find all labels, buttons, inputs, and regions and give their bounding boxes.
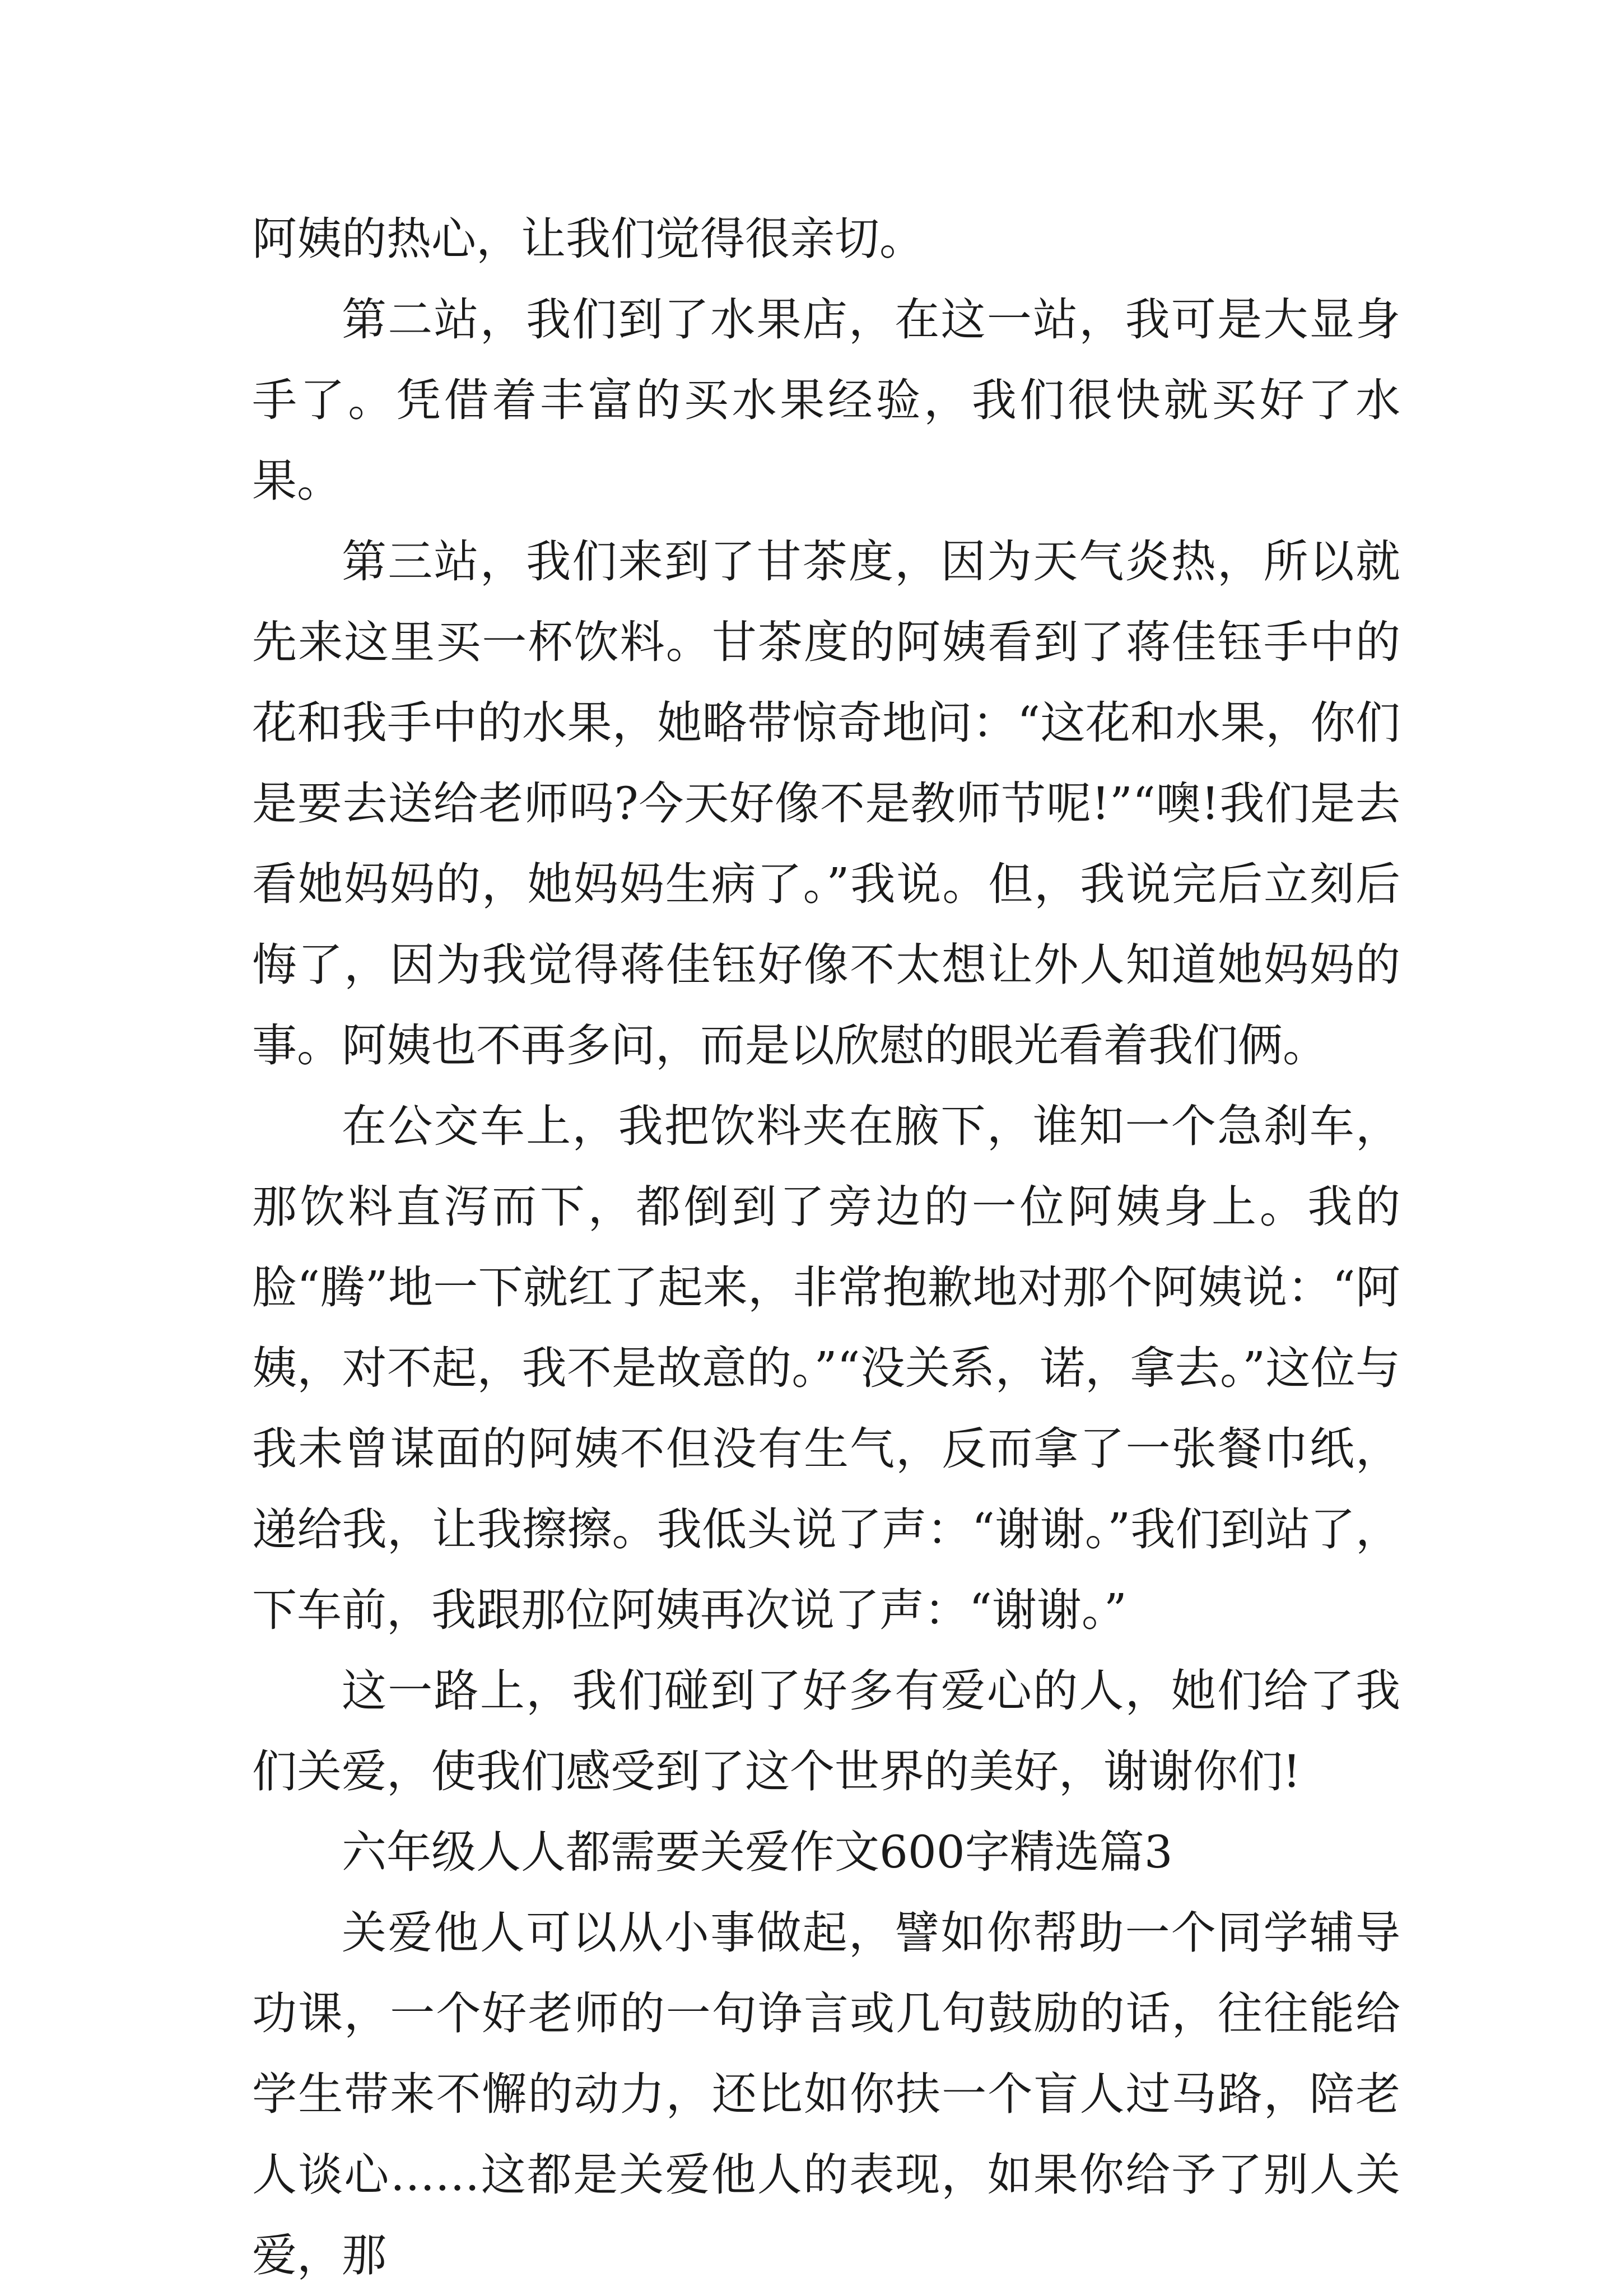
- essay-heading: 六年级人人都需要关爱作文600字精选篇3: [342, 1826, 1173, 1878]
- body-text: [252, 199, 1400, 2296]
- paragraph-essay3-opening: 关爱他人可以从小事做起，譬如你帮助一个同学辅导功课，一个好老师的一句诤言或几句鼓励的话，往往能给学生带来不懈的动力，还比如你扶一个盲人过马路，陪老人谈心……这都是关爱他人的表现，如果你给予了别人关爱，那: [252, 1907, 1400, 2281]
- paragraph-continuation: 阿姨的热心，让我们觉得很亲切。: [252, 213, 924, 265]
- paragraph-third-stop: 第三站，我们来到了甘茶度，因为天气炎热，所以就先来这里买一杯饮料。甘茶度的阿姨看到了蒋佳钰手中的花和我手中的水果，她略带惊奇地问：“这花和水果，你们是要去送给老师吗?今天好像不是教师节呢!”“噢!我们是去看她妈妈的，她妈妈生病了。”我说。但，我说完后立刻后悔了，因为我觉得蒋佳钰好像不太想让外人知道她妈妈的事。阿姨也不再多问，而是以欣慰的眼光看着我们俩。: [252, 535, 1400, 1072]
- paragraph-conclusion: 这一路上，我们碰到了好多有爱心的人，她们给了我们关爱，使我们感受到了这个世界的美好，谢谢你们!: [252, 1665, 1400, 1797]
- paragraph-second-stop: 第二站，我们到了水果店，在这一站，我可是大显身手了。凭借着丰富的买水果经验，我们很快就买好了水果。: [252, 294, 1400, 507]
- paragraph-bus: 在公交车上，我把饮料夹在腋下，谁知一个急刹车，那饮料直泻而下，都倒到了旁边的一位阿姨身上。我的脸“腾”地一下就红了起来，非常抱歉地对那个阿姨说：“阿姨，对不起，我不是故意的。”“没关系，诺，拿去。”这位与我未曾谋面的阿姨不但没有生气，反而拿了一张餐巾纸，递给我，让我擦擦。我低头说了声：“谢谢。”我们到站了，下车前，我跟那位阿姨再次说了声：“谢谢。”: [252, 1100, 1400, 1636]
